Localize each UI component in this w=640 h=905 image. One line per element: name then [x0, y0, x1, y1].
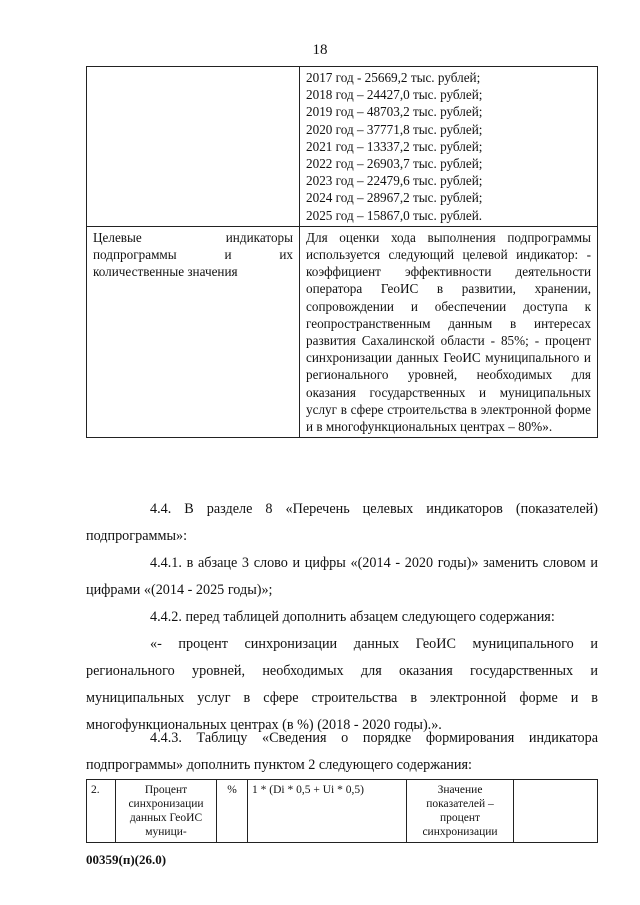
table-cell: % — [217, 780, 248, 843]
subprogram-passport-table — [86, 66, 598, 438]
funding-line: 2023 год – 22479,6 тыс. рублей; — [306, 173, 483, 189]
table-cell: Процент синхронизации данных ГеоИС муници- — [116, 780, 217, 843]
indicator-formation-table — [86, 779, 598, 843]
table-cell — [87, 67, 300, 227]
paragraph: 4.4.3. Таблицу «Сведения о порядке формирования индикатора подпрограммы» дополнить пунктом 2 следующего содержания: — [86, 730, 598, 773]
document-code: 00359(п)(26.0) — [86, 852, 167, 867]
funding-line: 2021 год – 13337,2 тыс. рублей; — [306, 138, 483, 154]
paragraph: 4.4.1. в абзаце 3 слово и цифры «(2014 - 2020 годы)» заменить словом и цифрами «(2014 - 2025 годы)»; — [86, 555, 598, 598]
table-row — [87, 780, 598, 843]
table-cell: 1 * (Di * 0,5 + Ui * 0,5) — [248, 780, 407, 843]
funding-line: 2018 год – 24427,0 тыс. рублей; — [306, 87, 483, 103]
table-row — [87, 226, 598, 437]
paragraph: «- процент синхронизации данных ГеоИС муниципального и регионального уровней, необходимых для оказания государственных и муниципальных услуг в сфере строительства в электронной форме и в многофункциональных центрах (в %) (2018 - 2020 годы).». — [86, 636, 598, 733]
indicators-label-cell: Целевые индикаторы подпрограммы и их количественные значения — [87, 226, 300, 437]
funding-line: 2020 год – 37771,8 тыс. рублей; — [306, 121, 483, 137]
funding-line: 2022 год – 26903,7 тыс. рублей; — [306, 156, 483, 172]
funding-by-year-cell — [300, 67, 598, 227]
funding-line: 2025 год – 15867,0 тыс. рублей. — [306, 207, 483, 223]
funding-line: 2019 год – 48703,2 тыс. рублей; — [306, 104, 483, 120]
paragraph: 4.4. В разделе 8 «Перечень целевых индикаторов (показателей) подпрограммы»: — [86, 501, 598, 544]
table-cell: Значение показателей – процент синхронизации — [407, 780, 514, 843]
page-number: 18 — [312, 42, 328, 58]
table-row — [87, 67, 598, 227]
table-cell — [514, 780, 598, 843]
funding-line: 2024 год – 28967,2 тыс. рублей; — [306, 190, 483, 206]
indicators-text-cell: Для оценки хода выполнения подпрограммы используется следующий целевой индикатор: - коэффициент эффективности деятельности оператора ГеоИС в развитии, хранении, сопровождении и обеспечении доступа к геопространственным данным в интересах развития Сахалинской области - 85%; - процент синхронизации данных ГеоИС муниципального и регионального уровней, необходимых для оказания государственных и муниципальных услуг в сфере строительства в электронной форме и в многофункциональных центрах – 80%». — [300, 226, 598, 437]
funding-line: 2017 год - 25669,2 тыс. рублей; — [306, 70, 481, 85]
paragraph: 4.4.2. перед таблицей дополнить абзацем следующего содержания: — [150, 609, 555, 625]
table-cell: 2. — [87, 780, 116, 843]
